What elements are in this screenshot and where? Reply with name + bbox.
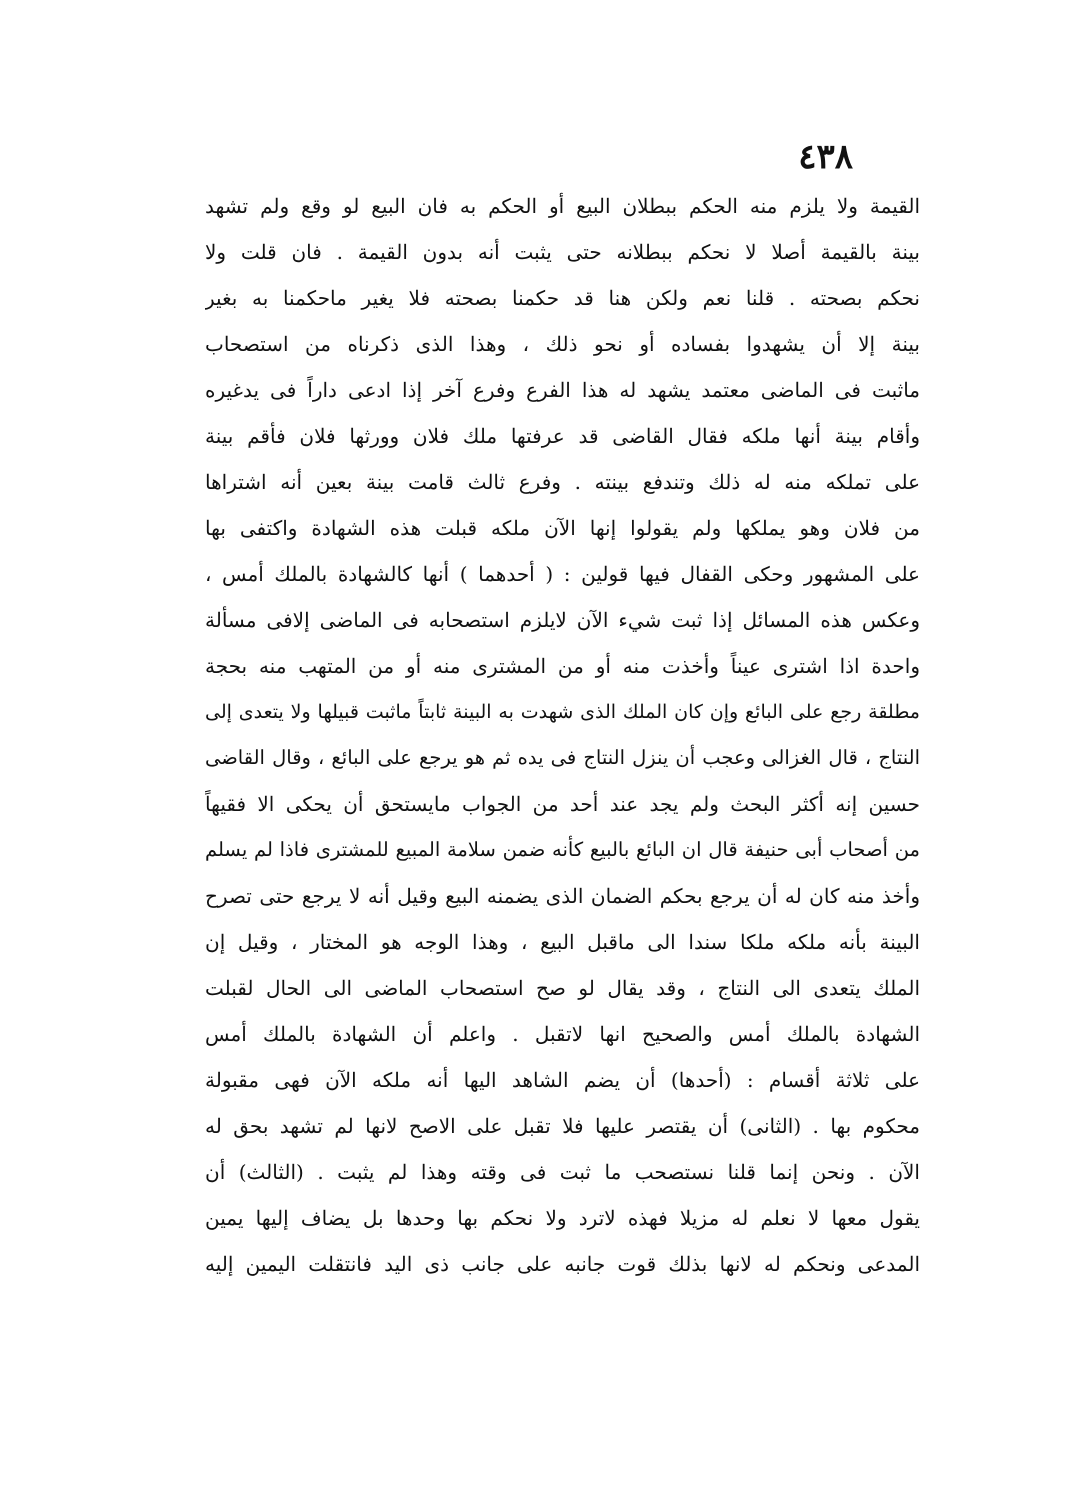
text-line: على تملكه منه له ذلك وتندفع بينته . وفرع ثالث قامت بينة بعين أنه اشتراها: [205, 470, 920, 494]
text-line: بينة بالقيمة أصلا لا نحكم ببطلانه حتى يثبت أنه بدون القيمة . فان قلت ولا: [205, 240, 920, 264]
page-number: ٤٣٨: [798, 137, 853, 177]
text-line: القيمة ولا يلزم منه الحكم ببطلان البيع أو الحكم به فان البيع لو وقع ولم تشهد: [205, 194, 920, 218]
text-line: محكوم بها . (الثانى) أن يقتصر عليها فلا تقبل على الاصح لانها لم تشهد بحق له: [205, 1114, 920, 1138]
text-line: المدعى ونحكم له لانها بذلك قوت جانبه على جانب ذى اليد فانتقلت اليمين إليه: [205, 1252, 920, 1276]
text-line: بينة إلا أن يشهدوا بفساده أو نحو ذلك ، وهذا الذى ذكرناه من استصحاب: [205, 332, 920, 356]
text-line: الآن . ونحن إنما قلنا نستصحب ما ثبت فى وقته وهذا لم يثبت . (الثالث) أن: [205, 1160, 920, 1184]
text-line: ماثبت فى الماضى معتمد يشهد له هذا الفرع وفرع آخر إذا ادعى داراً فى يدغيره: [205, 378, 920, 402]
text-line: حسين إنه أكثر البحث ولم يجد عند أحد من الجواب مايستحق أن يحكى الا فقيهاً: [205, 792, 920, 816]
text-line: على المشهور وحكى القفال فيها قولين : ( أحدهما ) أنها كالشهادة بالملك أمس ،: [205, 562, 920, 586]
text-line: نحكم بصحته . قلنا نعم ولكن هنا قد حكمنا بصحته فلا يغير ماحكمنا به بغير: [205, 286, 920, 310]
text-line: الملك يتعدى الى النتاج ، وقد يقال لو صح استصحاب الماضى الى الحال لقبلت: [205, 976, 920, 1000]
body-text: [205, 183, 920, 1287]
text-line: وأقام بينة أنها ملكه فقال القاضى قد عرفتها ملك فلان وورثها فلان فأقم بينة: [205, 424, 920, 448]
text-line: واحدة اذا اشترى عيناً وأخذت منه أو من المشترى منه أو من المتهب منه بحجة: [205, 654, 920, 678]
text-line: من أصحاب أبى حنيفة قال ان البائع بالبيع كأنه ضمن سلامة المبيع للمشترى فاذا لم يسلم: [205, 838, 920, 861]
text-line: وعكس هذه المسائل إذا ثبت شيء الآن لايلزم استصحابه فى الماضى إلافى مسألة: [205, 608, 920, 632]
text-line: النتاج ، قال الغزالى وعجب أن ينزل النتاج فى يده ثم هو يرجع على البائع ، وقال القاضى: [205, 746, 920, 769]
text-line: الشهادة بالملك أمس والصحيح انها لاتقبل . واعلم أن الشهادة بالملك أمس: [205, 1022, 920, 1046]
text-line: يقول معها لا نعلم له مزيلا فهذه لاترد ولا نحكم بها وحدها بل يضاف إليها يمين: [205, 1206, 920, 1230]
text-line: البينة بأنه ملكه ملكا سندا الى ماقبل البيع ، وهذا الوجه هو المختار ، وقيل إن: [205, 930, 920, 954]
text-line: مطلقة رجع على البائع وإن كان الملك الذى شهدت به البينة ثابتاً ماثبت قبيلها ولا يتعدى إلى: [205, 701, 920, 723]
text-line: على ثلاثة أقسام : (أحدها) أن يضم الشاهد اليها أنه ملكه الآن فهى مقبولة: [205, 1068, 920, 1092]
text-line: من فلان وهو يملكها ولم يقولوا إنها الآن ملكه قبلت هذه الشهادة واكتفى بها: [205, 516, 920, 540]
text-line: وأخذ منه كان له أن يرجع بحكم الضمان الذى يضمنه البيع وقيل أنه لا يرجع حتى تصرح: [205, 884, 920, 908]
